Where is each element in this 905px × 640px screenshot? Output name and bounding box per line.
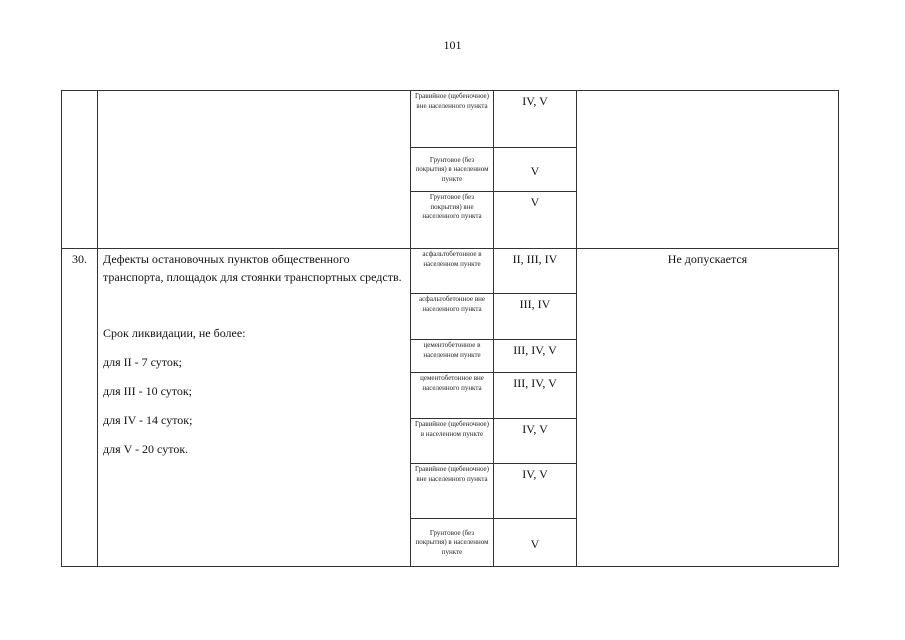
category-cell: IV, V	[494, 419, 577, 464]
category-cell: IV, V	[494, 91, 577, 148]
table-row	[62, 249, 839, 294]
category-cell: II, III, IV	[494, 249, 577, 294]
cont-description-cell	[98, 91, 411, 249]
cont-requirement-cell	[577, 91, 839, 249]
item-description-cell	[98, 249, 411, 567]
category-cell: IV, V	[494, 464, 577, 519]
category-cell: V	[494, 192, 577, 249]
cont-number-cell	[62, 91, 98, 249]
term-ii: для II - 7 суток;	[103, 355, 183, 369]
category-cell: V	[494, 148, 577, 192]
defects-table	[61, 90, 839, 567]
term-iv: для IV - 14 суток;	[103, 413, 193, 427]
road-type-cell: Гравийное (щебеночное) в населенном пункте	[411, 419, 494, 464]
road-type-cell: Грунтовое (без покрытия) вне населенного пункта	[411, 192, 494, 249]
road-type-cell: Грунтовое (без покрытия) в населенном пункте	[411, 148, 494, 192]
term-v: для V - 20 суток.	[103, 442, 189, 456]
category-cell: III, IV	[494, 294, 577, 340]
road-type-cell: асфальтобетонное в населенном пункте	[411, 249, 494, 294]
road-type-cell: Грунтовое (без покрытия) в населенном пункте	[411, 519, 494, 567]
category-cell: III, IV, V	[494, 373, 577, 419]
road-type-cell: асфальтобетонное вне населенного пункта	[411, 294, 494, 340]
item-number: 30.	[62, 249, 98, 567]
item-description: Дефекты остановочных пунктов общественного транспорта, площадок для стоянки транспортных средств.	[103, 252, 402, 284]
term-iii: для III - 10 суток;	[103, 384, 193, 398]
road-type-cell: цементобетонное в населенном пункте	[411, 340, 494, 373]
road-type-cell: Гравийное (щебеночное) вне населенного пункта	[411, 464, 494, 519]
category-cell: III, IV, V	[494, 340, 577, 373]
road-type-cell: цементобетонное вне населенного пункта	[411, 373, 494, 419]
term-title: Срок ликвидации, не более:	[103, 326, 246, 340]
category-cell: V	[494, 519, 577, 567]
table-row	[62, 91, 839, 148]
page-number: 101	[443, 38, 462, 52]
road-type-cell: Гравийное (щебеночное) вне населенного пункта	[411, 91, 494, 148]
requirement-cell: Не допускается	[577, 249, 839, 567]
